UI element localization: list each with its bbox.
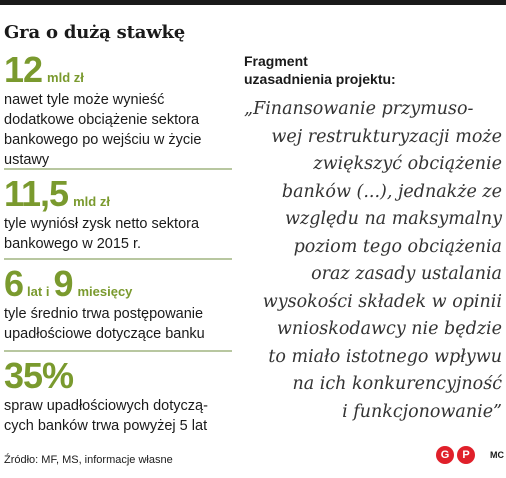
logo-g-icon: G [436, 446, 454, 464]
quote-line: banków (...), jednakże ze [281, 181, 502, 202]
quote-line: poziom tego obciążenia [293, 236, 502, 257]
top-rule [0, 0, 506, 5]
quote-line: i funkcjonowanie” [342, 401, 502, 422]
stat-head-1 [4, 49, 232, 90]
stat-unit-3b: miesięcy [77, 284, 133, 299]
quote-line: „Finansowanie przymuso- [244, 99, 474, 119]
stat-block-3 [4, 263, 232, 344]
stat-description-1 [4, 90, 232, 170]
quote-line: wnioskodawcy nie będzie [276, 319, 502, 339]
quote-line: wej restrukturyzacji może [271, 126, 502, 147]
fragment-label-line: Fragment [244, 53, 308, 69]
fragment-label-line: uzasadnienia projektu: [244, 71, 396, 87]
stat-block-4 [4, 355, 232, 436]
stat-block-1 [4, 49, 232, 170]
stat-divider [4, 168, 232, 170]
publisher-logos [436, 446, 504, 464]
stat-head-4 [4, 355, 232, 396]
stat-description-2 [4, 214, 232, 254]
source-note: Źródło: MF, MS, informacje własne [4, 454, 173, 466]
stat-3-line: tyle średnio trwa postępowanie [4, 306, 204, 322]
infographic-title: Gra o dużą stawkę [4, 22, 186, 43]
author-initials: MC [490, 450, 504, 460]
logo-p-icon: P [457, 446, 475, 464]
stat-value-4: 35% [4, 355, 74, 396]
quote-line: to miało istotnego wpływu [268, 346, 502, 367]
stat-1-line: ustawy [4, 152, 50, 168]
stat-description-3 [4, 304, 232, 344]
stat-head-2 [4, 173, 232, 214]
quote-line: na ich konkurencyjność [292, 374, 502, 394]
stat-4-line: cych banków trwa powyżej 5 lat [4, 418, 208, 434]
stat-value-2: 11,5 [4, 173, 69, 214]
quote-line: względu na maksymalny [285, 209, 502, 229]
stat-2-line: tyle wyniósł zysk netto sektora [4, 216, 200, 232]
stat-1-line: dodatkowe obciążenie sektora [4, 112, 200, 128]
stat-divider [4, 258, 232, 260]
stat-1-line: nawet tyle może wynieść [4, 92, 165, 108]
stat-unit-3a: lat i [27, 284, 50, 299]
stat-description-4 [4, 396, 232, 436]
quote-line: zwiększyć obciążenie [313, 154, 502, 174]
quote-line: oraz zasady ustalania [311, 264, 502, 284]
project-quote [244, 96, 502, 426]
stat-unit-2: mld zł [73, 194, 110, 209]
stat-3-line: upadłościowe dotyczące banku [4, 326, 205, 342]
fragment-label [244, 52, 502, 88]
stat-2-line: bankowego w 2015 r. [4, 236, 142, 252]
stat-unit-1: mld zł [47, 70, 84, 85]
stat-4-line: spraw upadłościowych dotyczą- [4, 398, 208, 414]
fragment-column [244, 52, 502, 426]
stat-value-3a: 6 [4, 263, 24, 304]
stat-1-line: bankowego po wejściu w życie [4, 132, 202, 148]
stat-value-1: 12 [4, 49, 43, 90]
quote-line: wysokości składek w opinii [262, 291, 502, 312]
stat-value-3b: 9 [53, 263, 73, 304]
stat-divider [4, 350, 232, 352]
stat-block-2 [4, 173, 232, 254]
stat-head-3 [4, 263, 232, 304]
